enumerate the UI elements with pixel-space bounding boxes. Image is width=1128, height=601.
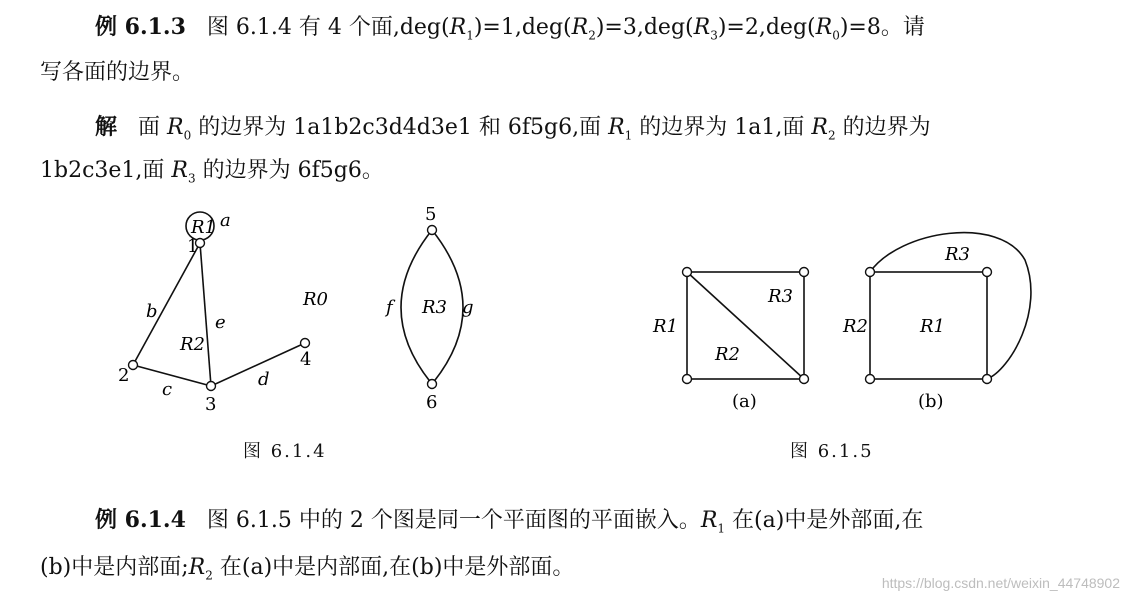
vertex-4 [301,339,310,348]
label-v5: 5 [425,204,437,225]
r2-symbol: R [188,555,206,580]
example-6-1-3-line2: 写各面的边界。 [40,60,195,85]
caption-6-1-4: 图 6.1.4 [243,441,327,462]
label-v3: 3 [205,394,217,415]
vertex-a-tl [683,268,692,277]
label-r2: R2 [180,334,206,355]
text: 面 [138,115,167,140]
r2-sub: 2 [588,28,596,43]
label-v2: 2 [118,365,130,386]
solution-label: 解 [95,114,118,140]
label-a-r2: R2 [715,344,741,365]
text: 图 6.1.5 中的 2 个图是同一个平面图的平面嵌入。 [206,508,701,533]
label-v6: 6 [426,392,438,413]
text: 的边界为 6f5g6。 [195,158,384,183]
vertex-a-br [800,375,809,384]
text: 在(a)中是内部面,在(b)中是外部面。 [212,555,575,580]
text: 的边界为 1a1,面 [632,115,812,140]
r3-symbol: R [693,15,711,40]
vertex-3 [207,382,216,391]
label-v4: 4 [300,349,312,370]
label-a: (a) [732,391,757,412]
r3-sub: 3 [187,171,196,186]
r1-symbol: R [449,15,467,40]
vertex-b-bl [866,375,875,384]
label-v1: 1 [187,236,199,257]
label-b-r2: R2 [843,316,869,337]
vertex-5 [428,226,437,235]
vertex-b-br [983,375,992,384]
text: )=8。请 [839,15,925,40]
example-6-1-3-line1 [95,10,1128,42]
r2-symbol: R [571,15,589,40]
label-b: b [146,301,158,322]
example-label: 例 6.1.4 [95,507,186,533]
label-a-r1: R1 [653,316,679,337]
r2-sub: 2 [827,128,836,143]
label-r0: R0 [303,289,329,310]
solution-line2 [40,153,1128,185]
example-label: 例 6.1.3 [95,14,186,40]
vertex-a-tr [800,268,809,277]
vertex-b-tl [866,268,875,277]
vertex-a-bl [683,375,692,384]
solution-line1 [95,110,1128,142]
r1-sub: 1 [717,521,726,536]
label-a: a [220,210,231,231]
r2-symbol: R [811,115,828,140]
watermark: https://blog.csdn.net/weixin_44748902 [881,575,1120,591]
r1-sub: 1 [624,128,633,143]
figure-6-1-4 [100,200,620,420]
label-b: (b) [918,391,944,412]
label-r3: R3 [422,297,448,318]
r0-symbol: R [167,115,184,140]
r2-sub: 2 [205,568,213,583]
label-a-r3: R3 [768,286,794,307]
vertex-2 [129,361,138,370]
label-c: c [162,379,173,400]
r0-sub: 0 [832,28,840,43]
label-d: d [258,369,270,390]
text: )=1,deg( [473,15,572,40]
r0-symbol: R [815,15,833,40]
r1-symbol: R [608,115,625,140]
r0-sub: 0 [183,128,192,143]
figure-6-1-5 [640,220,1060,440]
label-b-r1: R1 [920,316,946,337]
r3-sub: 3 [710,28,718,43]
text: 1b2c3e1,面 [40,158,172,183]
caption-6-1-5: 图 6.1.5 [790,441,874,462]
label-f: f [386,297,393,318]
r1-symbol: R [700,508,718,533]
r1-sub: 1 [466,28,474,43]
text: 的边界为 1a1b2c3d4d3e1 和 6f5g6,面 [191,115,609,140]
text: (b)中是内部面; [40,555,189,580]
label-b-r3: R3 [945,244,971,265]
vertex-6 [428,380,437,389]
label-e: e [215,312,226,333]
text: 的边界为 [835,115,931,140]
text: 在(a)中是外部面,在 [725,508,924,533]
text: 图 6.1.4 有 4 个面,deg( [206,15,450,40]
example-6-1-4-line1 [95,503,1128,535]
label-r1-loop: R1 [191,217,217,238]
edge-e [200,243,211,386]
text: )=2,deg( [717,15,816,40]
text: )=3,deg( [595,15,694,40]
vertex-b-tr [983,268,992,277]
r3-symbol: R [171,158,188,183]
label-g: g [462,297,474,318]
